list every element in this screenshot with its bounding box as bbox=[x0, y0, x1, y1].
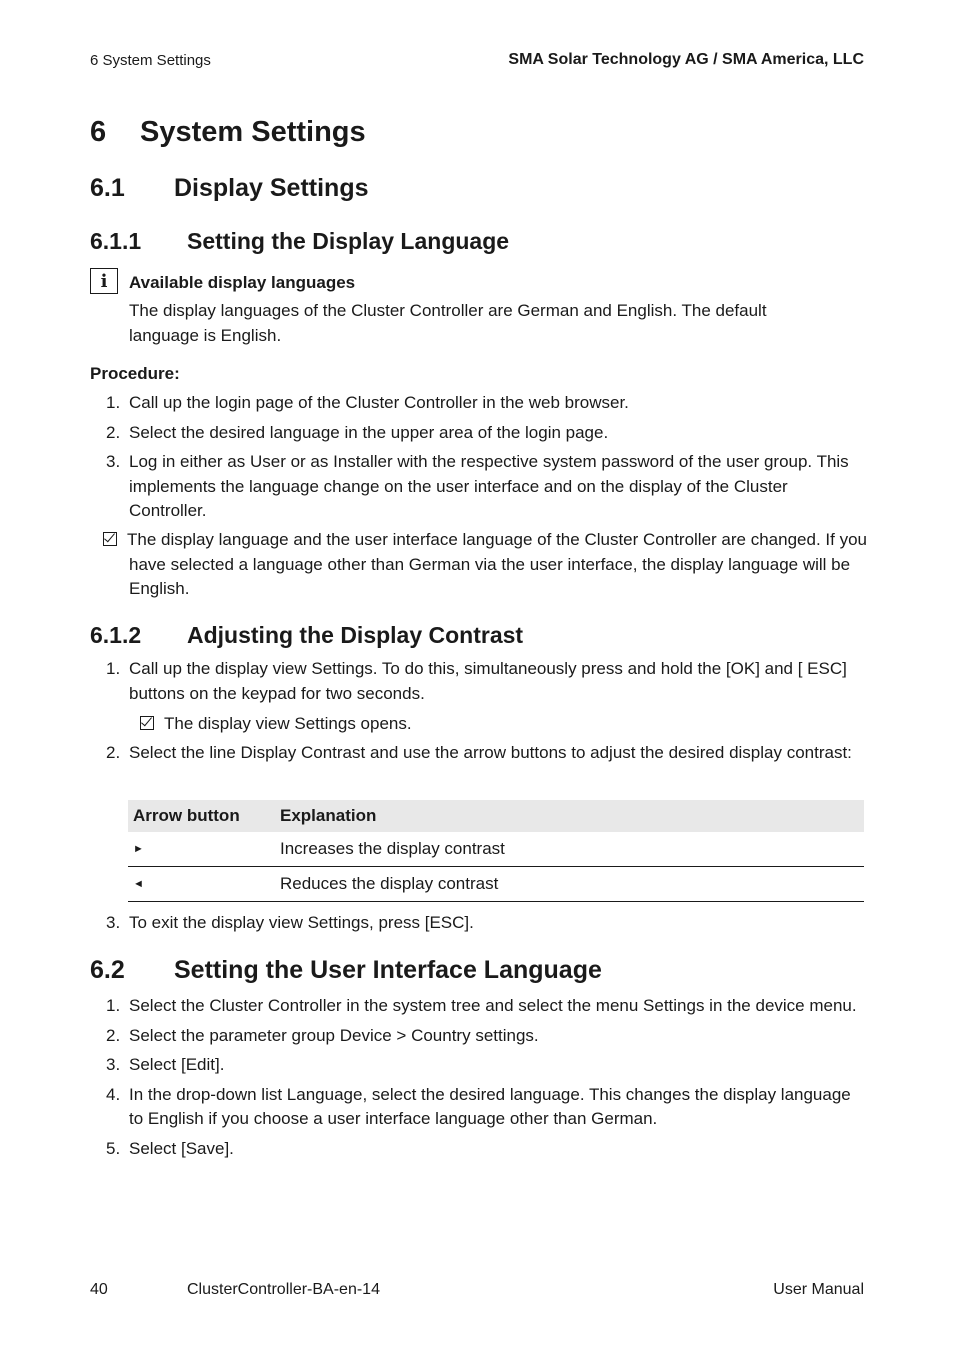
procedure-steps-6-2 bbox=[90, 994, 860, 1166]
list-item: 4. In the drop-down list Language, select the desired language. This changes the display language to English if you choose a user interface language other than German. bbox=[106, 1084, 851, 1128]
chapter-number: 6 bbox=[90, 116, 107, 148]
list-item: 5. Select [Save]. bbox=[106, 1138, 234, 1158]
table-cell: Reduces the display contrast bbox=[275, 867, 864, 902]
header-section: 6 System Settings bbox=[90, 52, 211, 69]
step-result bbox=[140, 712, 412, 737]
table-header-cell: Arrow button bbox=[128, 800, 275, 832]
list-item: 3. Log in either as User or as Installer with the respective system password of the user group. This implements the language change on the user interface and on the display of the Cluster Controller. bbox=[106, 452, 849, 520]
step-text: Select [Edit]. bbox=[129, 1055, 225, 1074]
arrow-left-icon: ◄ bbox=[128, 867, 275, 902]
section-number: 6.1 bbox=[90, 174, 125, 202]
step-text: Select [Save]. bbox=[129, 1138, 234, 1158]
step-text: In the drop-down list Language, select the desired language. This changes the display language to English if you choose a user interface language other than German. bbox=[129, 1084, 851, 1128]
procedure-steps-6-1-2 bbox=[90, 657, 860, 711]
section-number: 6.2 bbox=[90, 956, 125, 984]
table-row bbox=[128, 832, 864, 867]
step-text: Call up the login page of the Cluster Controller in the web browser. bbox=[129, 393, 629, 412]
info-title: Available display languages bbox=[129, 273, 356, 292]
checkbox-icon bbox=[140, 716, 154, 730]
list-item: 2. Select the line Display Contrast and use the arrow buttons to adjust the desired display contrast: bbox=[106, 743, 852, 762]
chapter-heading bbox=[90, 116, 366, 149]
arrow-button-table bbox=[128, 800, 864, 902]
step-text: Select the Cluster Controller in the system tree and select the menu Settings in the device menu. bbox=[129, 996, 857, 1015]
result-text: The display language and the user interface language of the Cluster Controller are changed. If you have selected a language other than German via the user interface, the display language will be English. bbox=[127, 530, 867, 598]
list-item: 1. Call up the display view Settings. To do this, simultaneously press and hold the [OK] and [ ESC] buttons on the keypad for two seconds. bbox=[106, 659, 847, 703]
table-row bbox=[128, 867, 864, 902]
step-text: To exit the display view Settings, press [ESC]. bbox=[129, 913, 474, 932]
info-icon: i bbox=[90, 268, 118, 294]
document-type: User Manual bbox=[773, 1281, 864, 1298]
page-number: 40 bbox=[90, 1281, 108, 1298]
step-text: Select the parameter group Device > Country settings. bbox=[129, 1025, 539, 1045]
section-heading-6-2 bbox=[90, 956, 602, 985]
procedure-label: Procedure: bbox=[90, 364, 180, 383]
list-item: 2. Select the desired language in the upper area of the login page. bbox=[106, 422, 609, 442]
list-item: 3. To exit the display view Settings, press [ESC]. bbox=[106, 913, 474, 932]
table-header-cell: Explanation bbox=[275, 800, 864, 832]
step-text: Call up the display view Settings. To do this, simultaneously press and hold the [OK] and [ ESC] buttons on the keypad for two seconds. bbox=[129, 659, 847, 703]
subsection-number: 6.1.1 bbox=[90, 228, 142, 254]
procedure-steps-6-1-2-end bbox=[90, 911, 860, 941]
subsection-title: Adjusting the Display Contrast bbox=[187, 622, 524, 648]
step-text: Select the line Display Contrast and use the arrow buttons to adjust the desired display contrast: bbox=[129, 743, 852, 762]
subsection-heading-6-1-1 bbox=[90, 228, 509, 255]
subsection-number: 6.1.2 bbox=[90, 622, 142, 648]
section-heading-6-1 bbox=[90, 174, 369, 203]
procedure-steps-6-1-1 bbox=[90, 391, 860, 529]
document-id: ClusterController-BA-en-14 bbox=[187, 1281, 380, 1298]
table-header-row bbox=[128, 800, 864, 832]
checkbox-icon bbox=[103, 532, 117, 546]
list-item: 2. Select the parameter group Device > Country settings. bbox=[106, 1025, 539, 1045]
section-title: Setting the User Interface Language bbox=[174, 956, 602, 984]
step-text: Select the desired language in the upper area of the login page. bbox=[129, 422, 609, 442]
header-company: SMA Solar Technology AG / SMA America, LLC bbox=[508, 51, 864, 68]
result-6-1-1 bbox=[103, 528, 889, 602]
table-cell: Increases the display contrast bbox=[275, 832, 864, 867]
section-title: Display Settings bbox=[174, 174, 369, 202]
list-item: 1. Call up the login page of the Cluster Controller in the web browser. bbox=[106, 393, 629, 412]
list-item: 1. Select the Cluster Controller in the system tree and select the menu Settings in the device menu. bbox=[106, 996, 857, 1015]
procedure-steps-6-1-2-cont bbox=[90, 741, 860, 771]
info-text: The display languages of the Cluster Controller are German and English. The default language is English. bbox=[129, 301, 767, 345]
subsection-title: Setting the Display Language bbox=[187, 228, 510, 254]
chapter-title: System Settings bbox=[140, 116, 366, 148]
step-result-text: The display view Settings opens. bbox=[164, 714, 412, 733]
list-item: 3. Select [Edit]. bbox=[106, 1055, 225, 1074]
step-text: Log in either as User or as Installer with the respective system password of the user group. This implements the language change on the user interface and on the display of the Cluster Controller. bbox=[129, 452, 849, 520]
arrow-right-icon: ► bbox=[128, 832, 275, 867]
subsection-heading-6-1-2 bbox=[90, 622, 523, 649]
